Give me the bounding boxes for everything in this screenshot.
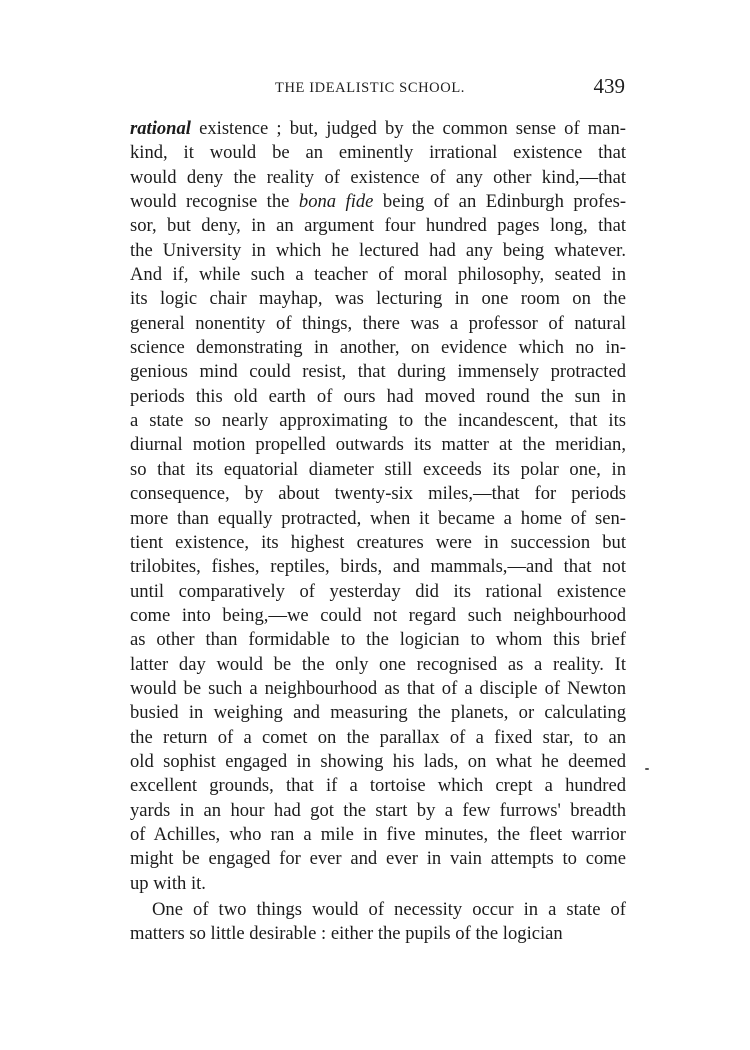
text-run: genious mind could resist, that during immensely protracted: [130, 361, 626, 383]
text-run: the University in which he lectured had any being whatever.: [130, 239, 626, 261]
text-run: rational: [130, 118, 191, 139]
text-run: bona fide: [298, 191, 374, 213]
text-run: science demonstrating in another, on evidence which no in-: [130, 337, 626, 359]
text-line: [130, 360, 626, 384]
text-line: [130, 263, 626, 287]
text-line: [130, 677, 626, 701]
text-run: periods this old earth of ours had moved round the sun in: [130, 385, 626, 407]
text-run: tient existence, its highest creatures were in succession but: [130, 531, 626, 553]
text-line: [130, 531, 626, 555]
text-line: [130, 726, 626, 750]
text-run: consequence, by about twenty-six miles,—that for periods: [130, 483, 626, 505]
text-run: its logic chair mayhap, was lecturing in one room on the: [130, 288, 626, 310]
text-line: [130, 117, 626, 141]
page-header: [130, 74, 625, 104]
text-line: [130, 385, 626, 409]
text-run: would be such a neighbourhood as that of a disciple of Newton: [130, 677, 626, 699]
text-run: would deny the reality of existence of any other kind,—that: [130, 166, 626, 188]
text-line: [130, 507, 626, 531]
text-line: [130, 701, 626, 725]
body-text: [130, 117, 626, 947]
text-line: [130, 823, 626, 847]
text-line: [130, 336, 626, 360]
text-run: matters so little desirable : either the pupils of the logician: [130, 923, 563, 945]
text-line: [130, 409, 626, 433]
text-run: yards in an hour had got the start by a few furrows' breadth: [130, 799, 626, 821]
text-line: [130, 141, 626, 165]
text-run: And if, while such a teacher of moral philosophy, seated in: [130, 264, 626, 286]
text-run: would recognise the: [130, 191, 299, 213]
paragraph: [130, 898, 626, 947]
text-line: [130, 239, 626, 263]
text-run: busied in weighing and measuring the planets, or calculating: [130, 702, 626, 724]
text-line: [130, 287, 626, 311]
text-run: One of two things would of necessity occur in a state of: [152, 899, 626, 920]
text-run: come into being,—we could not regard such neighbourhood: [130, 604, 626, 626]
text-line: [130, 750, 626, 774]
text-run: a state so nearly approximating to the incandescent, that its: [130, 410, 626, 432]
text-line: [130, 872, 626, 896]
text-run: trilobites, fishes, reptiles, birds, and mammals,—and that not: [130, 556, 626, 578]
text-line: [130, 922, 626, 946]
text-line: [130, 433, 626, 457]
text-line: [130, 628, 626, 652]
text-run: excellent grounds, that if a tortoise which crept a hundred: [130, 775, 626, 797]
text-line: [130, 774, 626, 798]
text-run: kind, it would be an eminently irrational existence that: [130, 142, 626, 164]
text-run: more than equally protracted, when it became a home of sen-: [130, 507, 626, 529]
text-run: sor, but deny, in an argument four hundred pages long, that: [130, 215, 626, 237]
text-run: diurnal motion propelled outwards its matter at the meridian,: [130, 434, 626, 456]
text-run: up with it.: [130, 872, 206, 894]
text-run: latter day would be the only one recognised as a reality. It: [130, 653, 626, 675]
text-run: the return of a comet on the parallax of a fixed star, to an: [130, 726, 626, 748]
text-run: existence ; but, judged by the common sense of man-: [190, 118, 626, 139]
text-line: [130, 799, 626, 823]
text-run: old sophist engaged in showing his lads, on what he deemed: [130, 750, 626, 772]
page-number: 439: [593, 74, 625, 98]
text-line: [130, 214, 626, 238]
text-line: [130, 166, 626, 190]
text-line: [130, 482, 626, 506]
text-line: [130, 555, 626, 579]
text-line: [130, 604, 626, 628]
text-run: being of an Edinburgh profes-: [373, 191, 627, 213]
text-run: so that its equatorial diameter still exceeds its polar one, in: [130, 458, 626, 480]
text-line: [130, 580, 626, 604]
text-run: general nonentity of things, there was a professor of natural: [130, 312, 626, 334]
text-run: until comparatively of yesterday did its rational existence: [130, 580, 626, 602]
text-line: [130, 847, 626, 871]
print-speck: [645, 768, 649, 770]
text-line: [130, 653, 626, 677]
text-line: [130, 312, 626, 336]
paragraph: [130, 117, 626, 896]
running-title: THE IDEALISTIC SCHOOL.: [275, 80, 466, 96]
text-run: might be engaged for ever and ever in vain attempts to come: [130, 848, 626, 870]
text-line: [130, 458, 626, 482]
text-run: of Achilles, who ran a mile in five minutes, the fleet warrior: [130, 823, 626, 845]
text-line: [130, 190, 626, 214]
text-line: [130, 898, 626, 922]
text-run: as other than formidable to the logician to whom this brief: [130, 629, 626, 651]
